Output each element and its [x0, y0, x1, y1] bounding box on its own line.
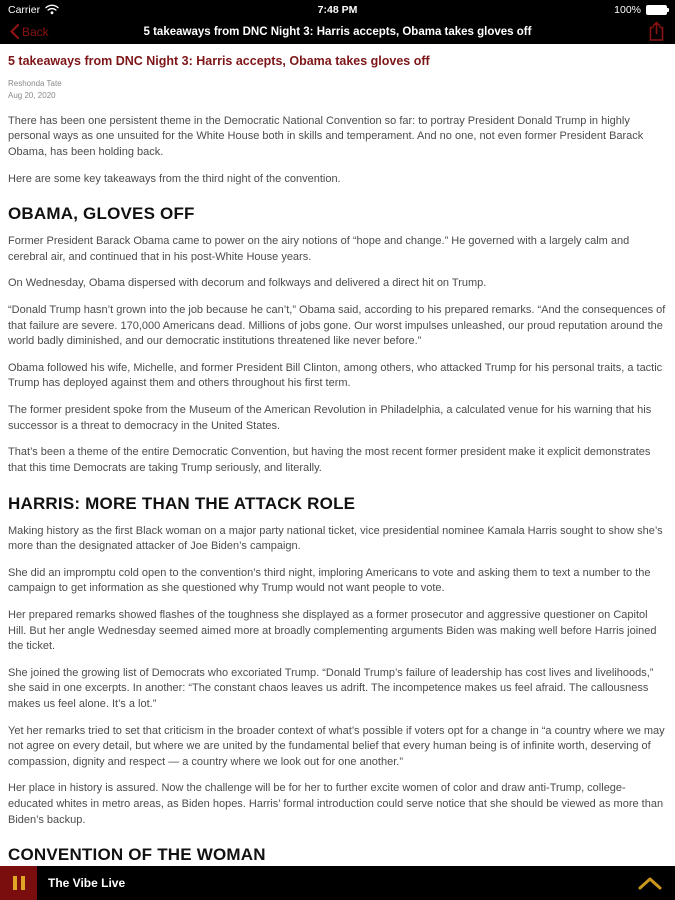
section-heading: OBAMA, GLOVES OFF — [8, 204, 195, 224]
paragraph: Making history as the first Black woman on a major party national ticket, vice presidential nominee Kamala Harris sought to show she’s more than the designated attacker of Joe Biden’s campaign. — [8, 524, 663, 553]
wifi-icon — [45, 4, 59, 15]
audio-player-bar — [0, 866, 675, 900]
battery-percent: 100% — [614, 3, 641, 16]
nav-title: 5 takeaways from DNC Night 3: Harris accepts, Obama takes gloves off — [143, 25, 532, 38]
back-button[interactable] — [10, 24, 49, 39]
article-byline — [8, 78, 667, 103]
back-label: Back — [22, 24, 49, 39]
share-icon — [648, 21, 665, 42]
pause-icon — [13, 876, 17, 890]
paragraph: There has been one persistent theme in the Democratic National Convention so far: to portray President Donald Trump in highly personal ways as one unsuited for the White House both in skills and temperament. And no one, not even former President Barack Obama, has been holding back. — [8, 114, 644, 158]
paragraph: Here are some key takeaways from the third night of the convention. — [8, 172, 341, 185]
paragraph: That’s been a theme of the entire Democratic Convention, but having the most recent former president make it explicit demonstrates that this time Democrats are taking Trump seriously, and literally. — [8, 446, 651, 474]
pause-icon — [21, 876, 25, 890]
paragraph: Her place in history is assured. Now the challenge will be for her to further excite women of color and draw anti-Trump, college-educated whites in metro areas, as Biden hopes. Harris’ formal introduction could serve notice that she should be viewed as more than Biden’s backup. — [8, 782, 664, 826]
status-bar — [0, 0, 675, 19]
expand-player-button[interactable] — [638, 877, 662, 890]
clock: 7:48 PM — [317, 3, 358, 16]
section-heading: CONVENTION OF THE WOMAN — [8, 845, 266, 865]
nav-bar — [0, 19, 675, 44]
now-playing-title: The Vibe Live — [48, 876, 126, 890]
paragraph: The former president spoke from the Museum of the American Revolution in Philadelphia, a calculated venue for his warning that his successor is a threat to democracy in the United States. — [8, 404, 652, 432]
chevron-up-icon — [638, 877, 662, 890]
article-author: Reshonda Tate — [8, 79, 62, 88]
back-chevron-icon — [10, 24, 19, 39]
share-button[interactable] — [648, 21, 665, 42]
paragraph: On Wednesday, Obama dispersed with decorum and folkways and delivered a direct hit on Trump. — [8, 277, 487, 290]
paragraph: “Donald Trump hasn’t grown into the job because he can’t,” Obama said, according to his prepared remarks. “And the consequences of that failure are severe. 170,000 Americans dead. Millions of jobs gone. Our worst impulses unleashed, our proud reputation around the world badly diminished, and our democratic institutions threatened like never before.” — [8, 304, 666, 348]
paragraph: Her prepared remarks showed flashes of the toughness she displayed as a former prosecutor and aggressive questioner on Capitol Hill. But her angle Wednesday seemed aimed more at broadly complementing arguments Biden was making well before Harris joined the ticket. — [8, 608, 657, 653]
paragraph: Former President Barack Obama came to power on the airy notions of “hope and change.” He governed with a largely calm and cerebral air, and continued that in his post-White House years. — [8, 235, 630, 263]
article-scroll-area[interactable] — [0, 44, 675, 866]
status-carrier-group — [8, 4, 59, 16]
status-battery-group — [614, 4, 667, 16]
battery-icon — [646, 5, 667, 15]
paragraph: She did an impromptu cold open to the convention’s third night, imploring Americans to vote and asking them to text a number to the campaign to get information as she questioned why Trump would not want people to vote. — [8, 566, 651, 595]
paragraph: Yet her remarks tried to set that criticism in the broader context of what’s possible if voters opt for a change in “a country where we may not agree on every detail, but where we are united by the fundamental belief that every human being is of infinite worth, deserving of compassion, dignity and respect — a country where we look out for one another.” — [8, 724, 665, 768]
section-heading: HARRIS: MORE THAN THE ATTACK ROLE — [8, 493, 356, 513]
paragraph: Obama followed his wife, Michelle, and former President Bill Clinton, among others, who attacked Trump for his personal traits, a tactic Trump has deployed against them and others throughout his first term. — [8, 361, 663, 390]
pause-button[interactable] — [0, 866, 37, 900]
article-headline: 5 takeaways from DNC Night 3: Harris accepts, Obama takes gloves off — [8, 54, 430, 68]
article-body — [8, 114, 667, 866]
article-date: Aug 20, 2020 — [8, 91, 56, 101]
carrier-label: Carrier — [8, 3, 41, 16]
paragraph: She joined the growing list of Democrats who excoriated Trump. “Donald Trump’s failure of leadership has cost lives and livelihoods,” she said in one excerpts. In another: “The constant chaos leaves us adrift. The incompetence makes us feel afraid. The callousness makes us feel alone. It’s a lot.” — [8, 666, 654, 711]
